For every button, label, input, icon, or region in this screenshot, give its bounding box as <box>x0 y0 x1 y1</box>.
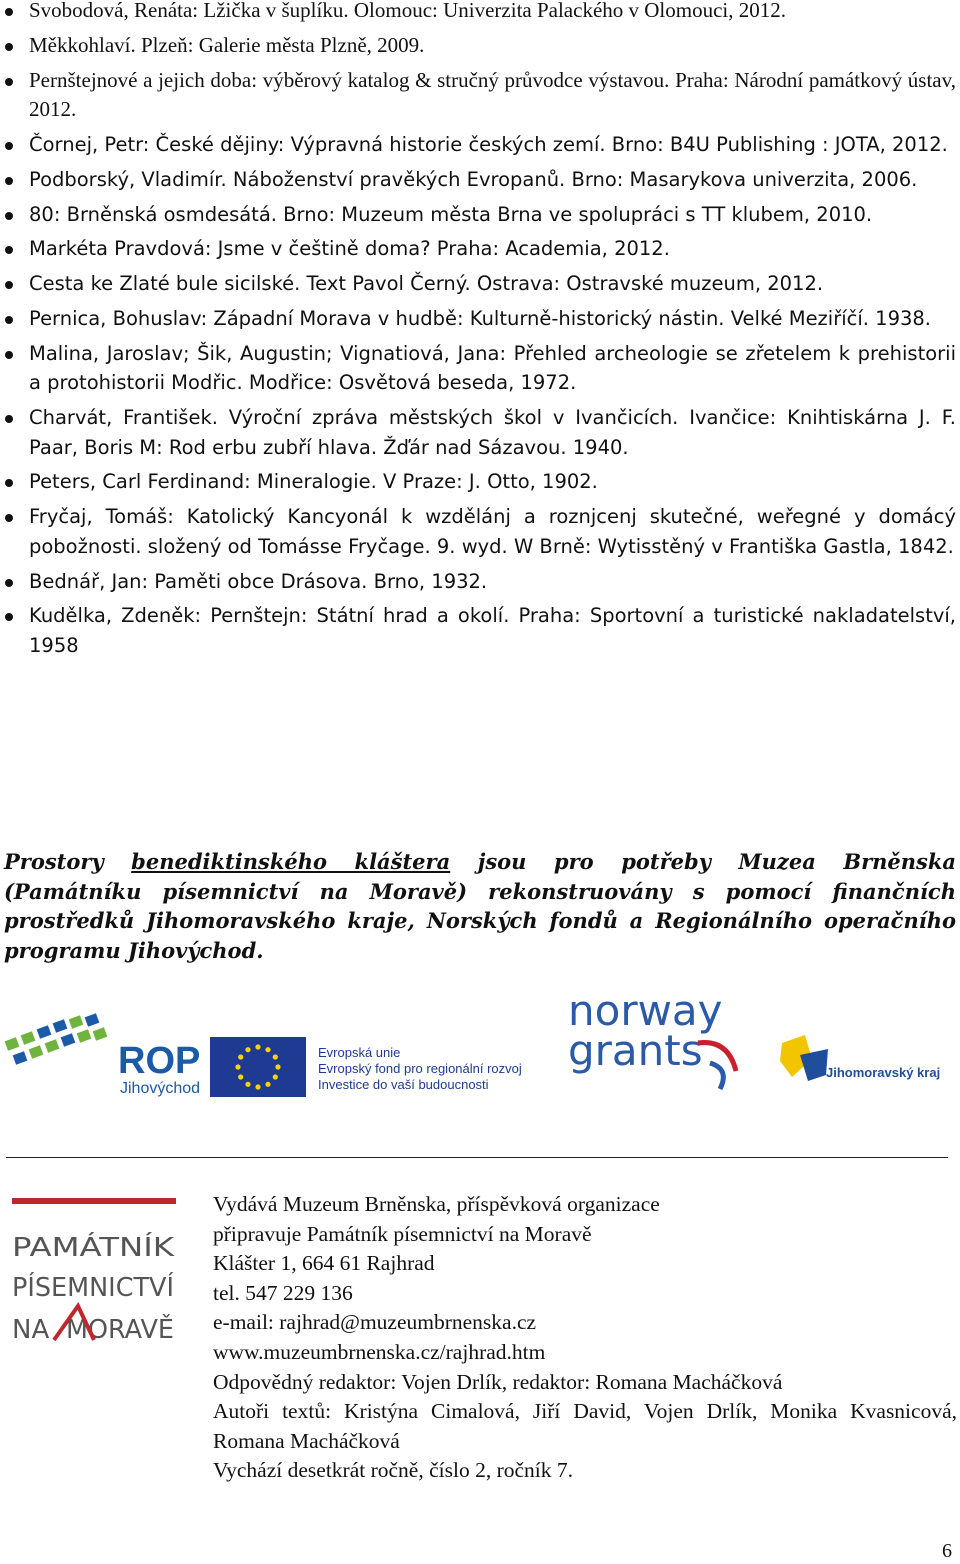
eu-star-icon <box>265 1082 270 1087</box>
bibliography-item: Pernštejnové a jejich doba: výběrový katalog & stručný průvodce výstavou. Praha: Národní památkový ústav, 2012. <box>0 66 956 125</box>
imprint-editors: Odpovědný redaktor: Vojen Drlík, redaktor: Romana Macháčková <box>213 1369 783 1394</box>
pamatnik-logo <box>10 1198 180 1348</box>
bibliography-item: Markéta Pravdová: Jsme v češtině doma? Praha: Academia, 2012. <box>0 234 956 264</box>
funding-text-start: Prostory <box>4 849 132 874</box>
eu-star-icon <box>275 1064 280 1069</box>
imprint-phone: tel. 547 229 136 <box>213 1280 353 1305</box>
rop-logo <box>5 1013 201 1097</box>
eu-star-icon <box>273 1054 278 1059</box>
eu-line-1: Evropská unie <box>318 1045 401 1060</box>
funding-text-end: jsou pro potřeby Muzea Brněnska (Památníku písemnictví na Moravě) rekonstruovány s pomocí finančních prostředků Jihomoravského kraje, Norských fondů a Regionálního operačního programu Jihovýchod. <box>4 849 957 963</box>
pamatnik-line-3b: MORAVĚ <box>66 1315 177 1345</box>
eu-star-icon <box>255 1044 260 1049</box>
imprint-publisher: Vydává Muzeum Brněnska, příspěvková organizace <box>213 1192 660 1216</box>
rop-title: ROP <box>118 1040 201 1082</box>
eu-line-3: Investice do vaší budoucnosti <box>318 1077 489 1092</box>
imprint-frequency: Vychází desetkrát ročně, číslo 2, ročník 7. <box>213 1458 573 1483</box>
eu-star-icon <box>245 1082 250 1087</box>
norway-word: norway <box>568 986 723 1035</box>
jmk-logo <box>780 1035 940 1081</box>
imprint-email[interactable]: e-mail: rajhrad@muzeumbrnenska.cz <box>213 1310 537 1335</box>
rop-subtitle: Jihovýchod <box>120 1080 201 1097</box>
bibliography-item: Svobodová, Renáta: Lžička v šuplíku. Olomouc: Univerzita Palackého v Olomouci, 2012. <box>0 0 956 26</box>
pamatnik-line-3a: NA <box>12 1315 50 1345</box>
eu-logo <box>210 1037 522 1097</box>
bibliography-item: Kudělka, Zdeněk: Pernštejn: Státní hrad a okolí. Praha: Sportovní a turistické nakladatelství, 1958 <box>0 601 956 660</box>
eu-star-icon <box>235 1064 240 1069</box>
page-number: 6 <box>942 1540 952 1562</box>
bibliography-item: Fryčaj, Tomáš: Katolický Kancyonál k wzdělánj a roznjcenj skutečné, weřegné y domácý pobožnosti. složený od Tomásse Fryčage. 9. wyd. W Brně: Wytisstěný v Františka Gastla, 1842. <box>0 502 956 561</box>
bibliography-item: Podborský, Vladimír. Náboženství pravěkých Evropanů. Brno: Masarykova univerzita, 2006. <box>0 165 956 195</box>
funding-statement <box>4 847 956 965</box>
sponsor-logos <box>0 985 960 1105</box>
imprint-authors: Autoři textů: Kristýna Cimalová, Jiří David, Vojen Drlík, Monika Kvasnicová, Romana Macháčková <box>213 1399 957 1453</box>
bibliography-item: Malina, Jaroslav; Šik, Augustin; Vignatiová, Jana: Přehled archeologie se zřetelem k prehistorii a protohistorii Modřic. Modřice: Osvětová beseda, 1972. <box>0 339 956 398</box>
jmk-text: Jihomoravský kraj <box>826 1065 941 1080</box>
bibliography-item: Charvát, František. Výroční zpráva městských škol v Ivančicích. Ivančice: Knihtiskárna J. F. Paar, Boris M: Rod erbu zubří hlava. Žďár nad Sázavou. 1940. <box>0 403 956 462</box>
pamatnik-line-1: PAMÁTNÍK <box>12 1233 143 1263</box>
imprint-preparer: připravuje Památník písemnictví na Moravě <box>213 1221 592 1246</box>
imprint <box>213 1190 957 1486</box>
grants-word: grants <box>568 1026 703 1075</box>
bibliography-item: 80: Brněnská osmdesátá. Brno: Muzeum města Brna ve spolupráci s TT klubem, 2010. <box>0 200 956 230</box>
bibliography-item: Peters, Carl Ferdinand: Mineralogie. V Praze: J. Otto, 1902. <box>0 467 956 497</box>
footer-divider <box>6 1157 948 1158</box>
imprint-address: Klášter 1, 664 61 Rajhrad <box>213 1251 435 1276</box>
pamatnik-line-2: PÍSEMNICTVÍ <box>12 1273 178 1303</box>
bibliography-item: Měkkohlaví. Plzeň: Galerie města Plzně, 2009. <box>0 31 956 61</box>
eu-star-icon <box>265 1047 270 1052</box>
bibliography-item: Čornej, Petr: České dějiny: Výpravná historie českých zemí. Brno: B4U Publishing : JOTA, 2012. <box>0 130 956 160</box>
imprint-website[interactable]: www.muzeumbrnenska.cz/rajhrad.htm <box>213 1339 546 1364</box>
norway-grants-logo <box>568 986 736 1089</box>
eu-star-icon <box>245 1047 250 1052</box>
eu-line-2: Evropský fond pro regionální rozvoj <box>318 1061 522 1076</box>
eu-star-icon <box>238 1074 243 1079</box>
bibliography-list <box>0 0 956 666</box>
rop-wing-icon <box>5 1013 108 1065</box>
bibliography-item: Cesta ke Zlaté bule sicilské. Text Pavol Černý. Ostrava: Ostravské muzeum, 2012. <box>0 269 956 299</box>
eu-star-icon <box>255 1084 260 1089</box>
monastery-link[interactable]: benediktinského kláštera <box>131 849 451 874</box>
pamatnik-red-bar <box>12 1198 176 1204</box>
eu-star-icon <box>238 1054 243 1059</box>
bibliography-item: Pernica, Bohuslav: Západní Morava v hudbě: Kulturně-historický nástin. Velké Meziříčí. 1938. <box>0 304 956 334</box>
eu-star-icon <box>273 1074 278 1079</box>
bibliography-item: Bednář, Jan: Paměti obce Drásova. Brno, 1932. <box>0 567 956 597</box>
